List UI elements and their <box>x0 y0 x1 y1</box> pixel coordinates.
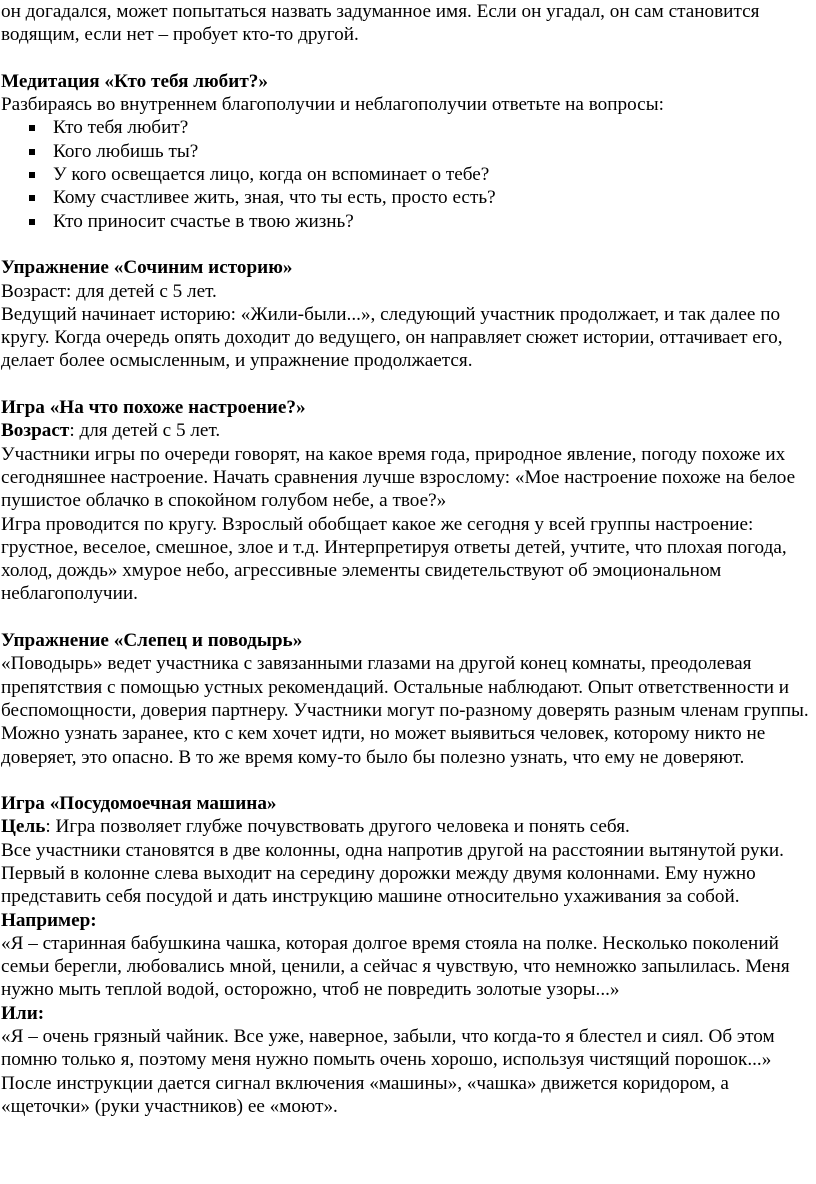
dishwasher-or-text: «Я – очень грязный чайник. Все уже, наверное, забыли, что когда-то я блестел и сиял. Об этом помню только я, поэтому меня нужно помыть очень хорошо, используя чистящий порошок...» <box>1 1026 775 1071</box>
spacer <box>1 769 812 792</box>
intro-paragraph: он догадался, может попытаться назвать задуманное имя. Если он угадал, он сам становится водящим, если нет – пробует кто-то другой. <box>1 1 760 46</box>
mood-title: Игра «На что похоже настроение?» <box>1 397 306 419</box>
list-item: У кого освещается лицо, когда он вспоминает о тебе? <box>1 163 812 186</box>
list-item: Кому счастливее жить, зная, что ты есть, просто есть? <box>1 186 812 209</box>
story-text: Ведущий начинает историю: «Жили-были...», следующий участник продолжает, и так далее по кругу. Когда очередь опять доходит до ведущего, он направляет сюжет истории, оттачивает его, делает более осмысленным, и упражнение продолжается. <box>1 303 783 372</box>
meditation-lead: Разбираясь во внутреннем благополучии и неблагополучии ответьте на вопросы: <box>1 94 664 116</box>
dishwasher-text-2: После инструкции дается сигнал включения «машины», «чашка» движется коридором, а «щеточки» (руки участников) ее «моют». <box>1 1072 729 1117</box>
meditation-title: Медитация «Кто тебя любит?» <box>1 70 268 92</box>
mood-age <box>1 419 812 442</box>
spacer <box>1 47 812 70</box>
dishwasher-goal-label: Цель <box>1 816 46 838</box>
list-item: Кто приносит счастье в твою жизнь? <box>1 210 812 233</box>
blind-title: Упражнение «Слепец и поводырь» <box>1 630 303 652</box>
mood-text-1: Участники игры по очереди говорят, на какое время года, природное явление, погоду похоже их сегодняшнее настроение. Начать сравнения лучше взрослому: «Мое настроение похоже на белое пушистое облачко в спокойном голубом небе, а твое?» <box>1 443 796 512</box>
mood-age-value: : для детей с 5 лет. <box>69 420 221 442</box>
dishwasher-example-text: «Я – старинная бабушкина чашка, которая долгое время стояла на полке. Несколько поколений семьи берегли, любовались мной, ценили, а сейчас я чувствую, что немножко запылилась. Меня нужно мыть теплой водой, осторожно, чтоб не повредить золотые узоры...» <box>1 932 790 1001</box>
mood-age-label: Возраст <box>1 420 70 442</box>
spacer <box>1 233 812 256</box>
meditation-questions <box>1 116 812 232</box>
dishwasher-goal-value: : Игра позволяет глубже почувствовать другого человека и понять себя. <box>45 816 630 838</box>
story-age: Возраст: для детей с 5 лет. <box>1 280 217 302</box>
dishwasher-text-1: Все участники становятся в две колонны, одна напротив другой на расстоянии вытянутой руки. Первый в колонне слева выходит на середину дорожки между двумя колоннами. Ему нужно представить себя посудой и дать инструкцию машине относительно ухаживания за собой. <box>1 839 784 908</box>
dishwasher-or-label: Или: <box>1 1002 45 1024</box>
blind-text: «Поводырь» ведет участника с завязанными глазами на другой конец комнаты, преодолевая препятствия с помощью устных рекомендаций. Остальные наблюдают. Опыт ответственности и беспомощности, доверия партнеру. Участники могут по-разному доверять разным членам группы. Можно узнать заранее, кто с кем хочет идти, но может выявиться человек, которому никто не доверяет, это опасно. В то же время кому-то было бы полезно узнать, что ему не доверяют. <box>1 653 809 768</box>
dishwasher-title: Игра «Посудомоечная машина» <box>1 793 277 815</box>
list-item: Кого любишь ты? <box>1 140 812 163</box>
list-item: Кто тебя любит? <box>1 116 812 139</box>
dishwasher-example-label: Например: <box>1 909 97 931</box>
spacer <box>1 373 812 396</box>
mood-text-2: Игра проводится по кругу. Взрослый обобщает какое же сегодня у всей группы настроение: грустное, веселое, смешное, злое и т.д. Интерпретируя ответы детей, учтите, что плохая погода, холод, дождь» хмурое небо, агрессивные элементы свидетельствуют об эмоциональном неблагополучии. <box>1 513 787 605</box>
spacer <box>1 606 812 629</box>
dishwasher-goal <box>1 815 812 838</box>
story-title: Упражнение «Сочиним историю» <box>1 257 293 279</box>
